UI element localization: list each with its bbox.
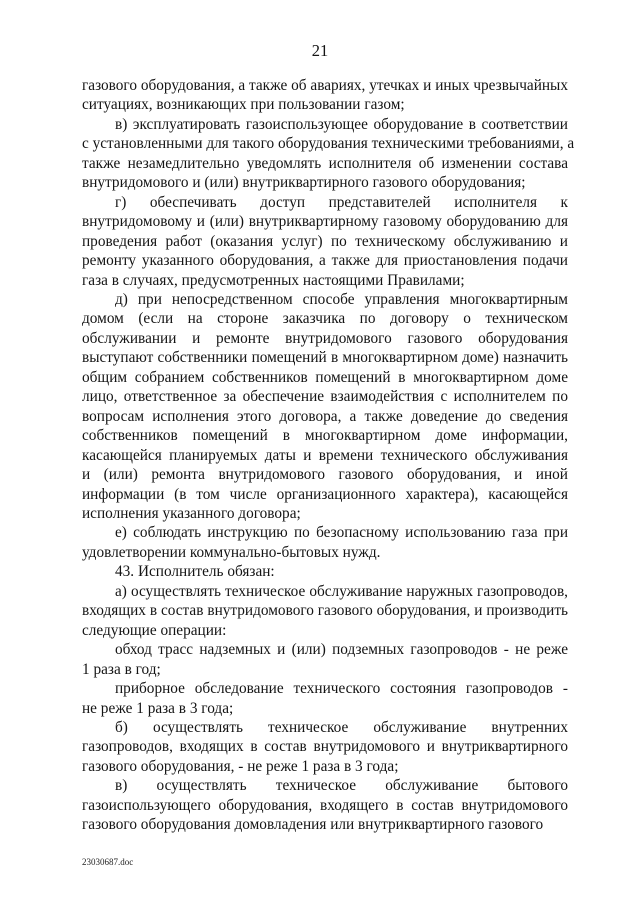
page-number: 21 (311, 41, 329, 60)
text-line: приборное обследование технического состояния газопроводов - (115, 680, 568, 698)
text-line: б) осуществлять техническое обслуживание внутренних (115, 718, 568, 736)
text-line: 43. Исполнитель обязан: (115, 563, 275, 581)
paragraph (82, 679, 568, 718)
text-line: выступают собственники помещений в многоквартирном доме) назначить (82, 349, 568, 367)
text-line: и (или) ремонта внутридомового газового оборудования, и иной (82, 466, 568, 484)
text-line: е) соблюдать инструкцию по безопасному использованию газа при (115, 524, 568, 542)
text-line: внутридомовому и (или) внутриквартирному газовому оборудованию для (82, 213, 568, 231)
text-line: газоиспользующего оборудования, входящего в состав внутридомового (82, 796, 568, 814)
text-line: газопроводов, входящих в состав внутридомового и внутриквартирного (82, 738, 568, 756)
text-line: также незамедлительно уведомлять исполнителя об изменении состава (82, 154, 568, 172)
paragraph (82, 640, 568, 679)
document-body (82, 76, 575, 835)
text-line: входящих в состав внутридомового газового оборудования, и производить (82, 602, 568, 620)
paragraph (82, 115, 575, 193)
paragraph (82, 290, 568, 523)
text-line: д) при непосредственном способе управления многоквартирным (115, 290, 568, 308)
paragraph (82, 193, 568, 290)
text-line: обслуживании и ремонте внутридомового газового оборудования (82, 329, 568, 347)
text-line: информации (в том числе организационного характера), касающейся (82, 485, 568, 503)
text-line: вопросам исполнения этого договора, а также доведение до сведения (82, 407, 568, 425)
text-line: а) осуществлять техническое обслуживание наружных газопроводов, (115, 582, 568, 600)
paragraph (82, 523, 568, 562)
footer-filename: 23030687.doc (82, 857, 134, 867)
paragraph (82, 776, 568, 834)
text-line: проведения работ (оказания услуг) по техническому обслуживанию и (82, 232, 568, 250)
paragraph (82, 76, 568, 115)
text-line: газового оборудования, - не реже 1 раза в 3 года; (82, 757, 399, 775)
text-line: удовлетворении коммунально-бытовых нужд. (82, 543, 381, 561)
text-line: в) эксплуатировать газоиспользующее оборудование в соответствии (115, 115, 568, 133)
text-line: исполнения указанного договора; (82, 504, 301, 522)
text-line: внутридомового и (или) внутриквартирного газового оборудования; (82, 174, 526, 192)
text-line: г) обеспечивать доступ представителей исполнителя к (115, 193, 568, 211)
text-line: домом (если на стороне заказчика по договору о техническом (82, 310, 568, 328)
text-line: следующие операции: (82, 621, 227, 639)
text-line: газового оборудования, а также об авариях, утечках и иных чрезвычайных (82, 77, 568, 94)
text-line: 1 раза в год; (82, 660, 161, 678)
paragraph (82, 582, 568, 640)
text-line: не реже 1 раза в 3 года; (82, 699, 234, 717)
paragraph (82, 562, 568, 581)
text-line: обход трасс надземных и (или) подземных газопроводов - не реже (115, 641, 568, 659)
text-line: газа в случаях, предусмотренных настоящими Правилами; (82, 271, 465, 289)
text-line: собственников помещений в многоквартирном доме информации, (82, 427, 568, 445)
text-line: касающейся планируемых даты и времени технического обслуживания (82, 446, 568, 464)
text-line: ситуациях, возникающих при пользовании газом; (82, 96, 405, 114)
text-line: общим собранием собственников помещений в многоквартирном доме (82, 368, 568, 386)
text-line: в) осуществлять техническое обслуживание бытового (115, 777, 568, 795)
paragraph (82, 718, 568, 776)
text-line: газового оборудования домовладения или внутриквартирного газового (82, 816, 544, 834)
text-line: лицо, ответственное за обеспечение взаимодействия с исполнителем по (82, 388, 568, 406)
text-line: с установленными для такого оборудования техническими требованиями, а (82, 135, 575, 153)
text-line: ремонту указанного оборудования, а также для приостановления подачи (82, 252, 568, 270)
